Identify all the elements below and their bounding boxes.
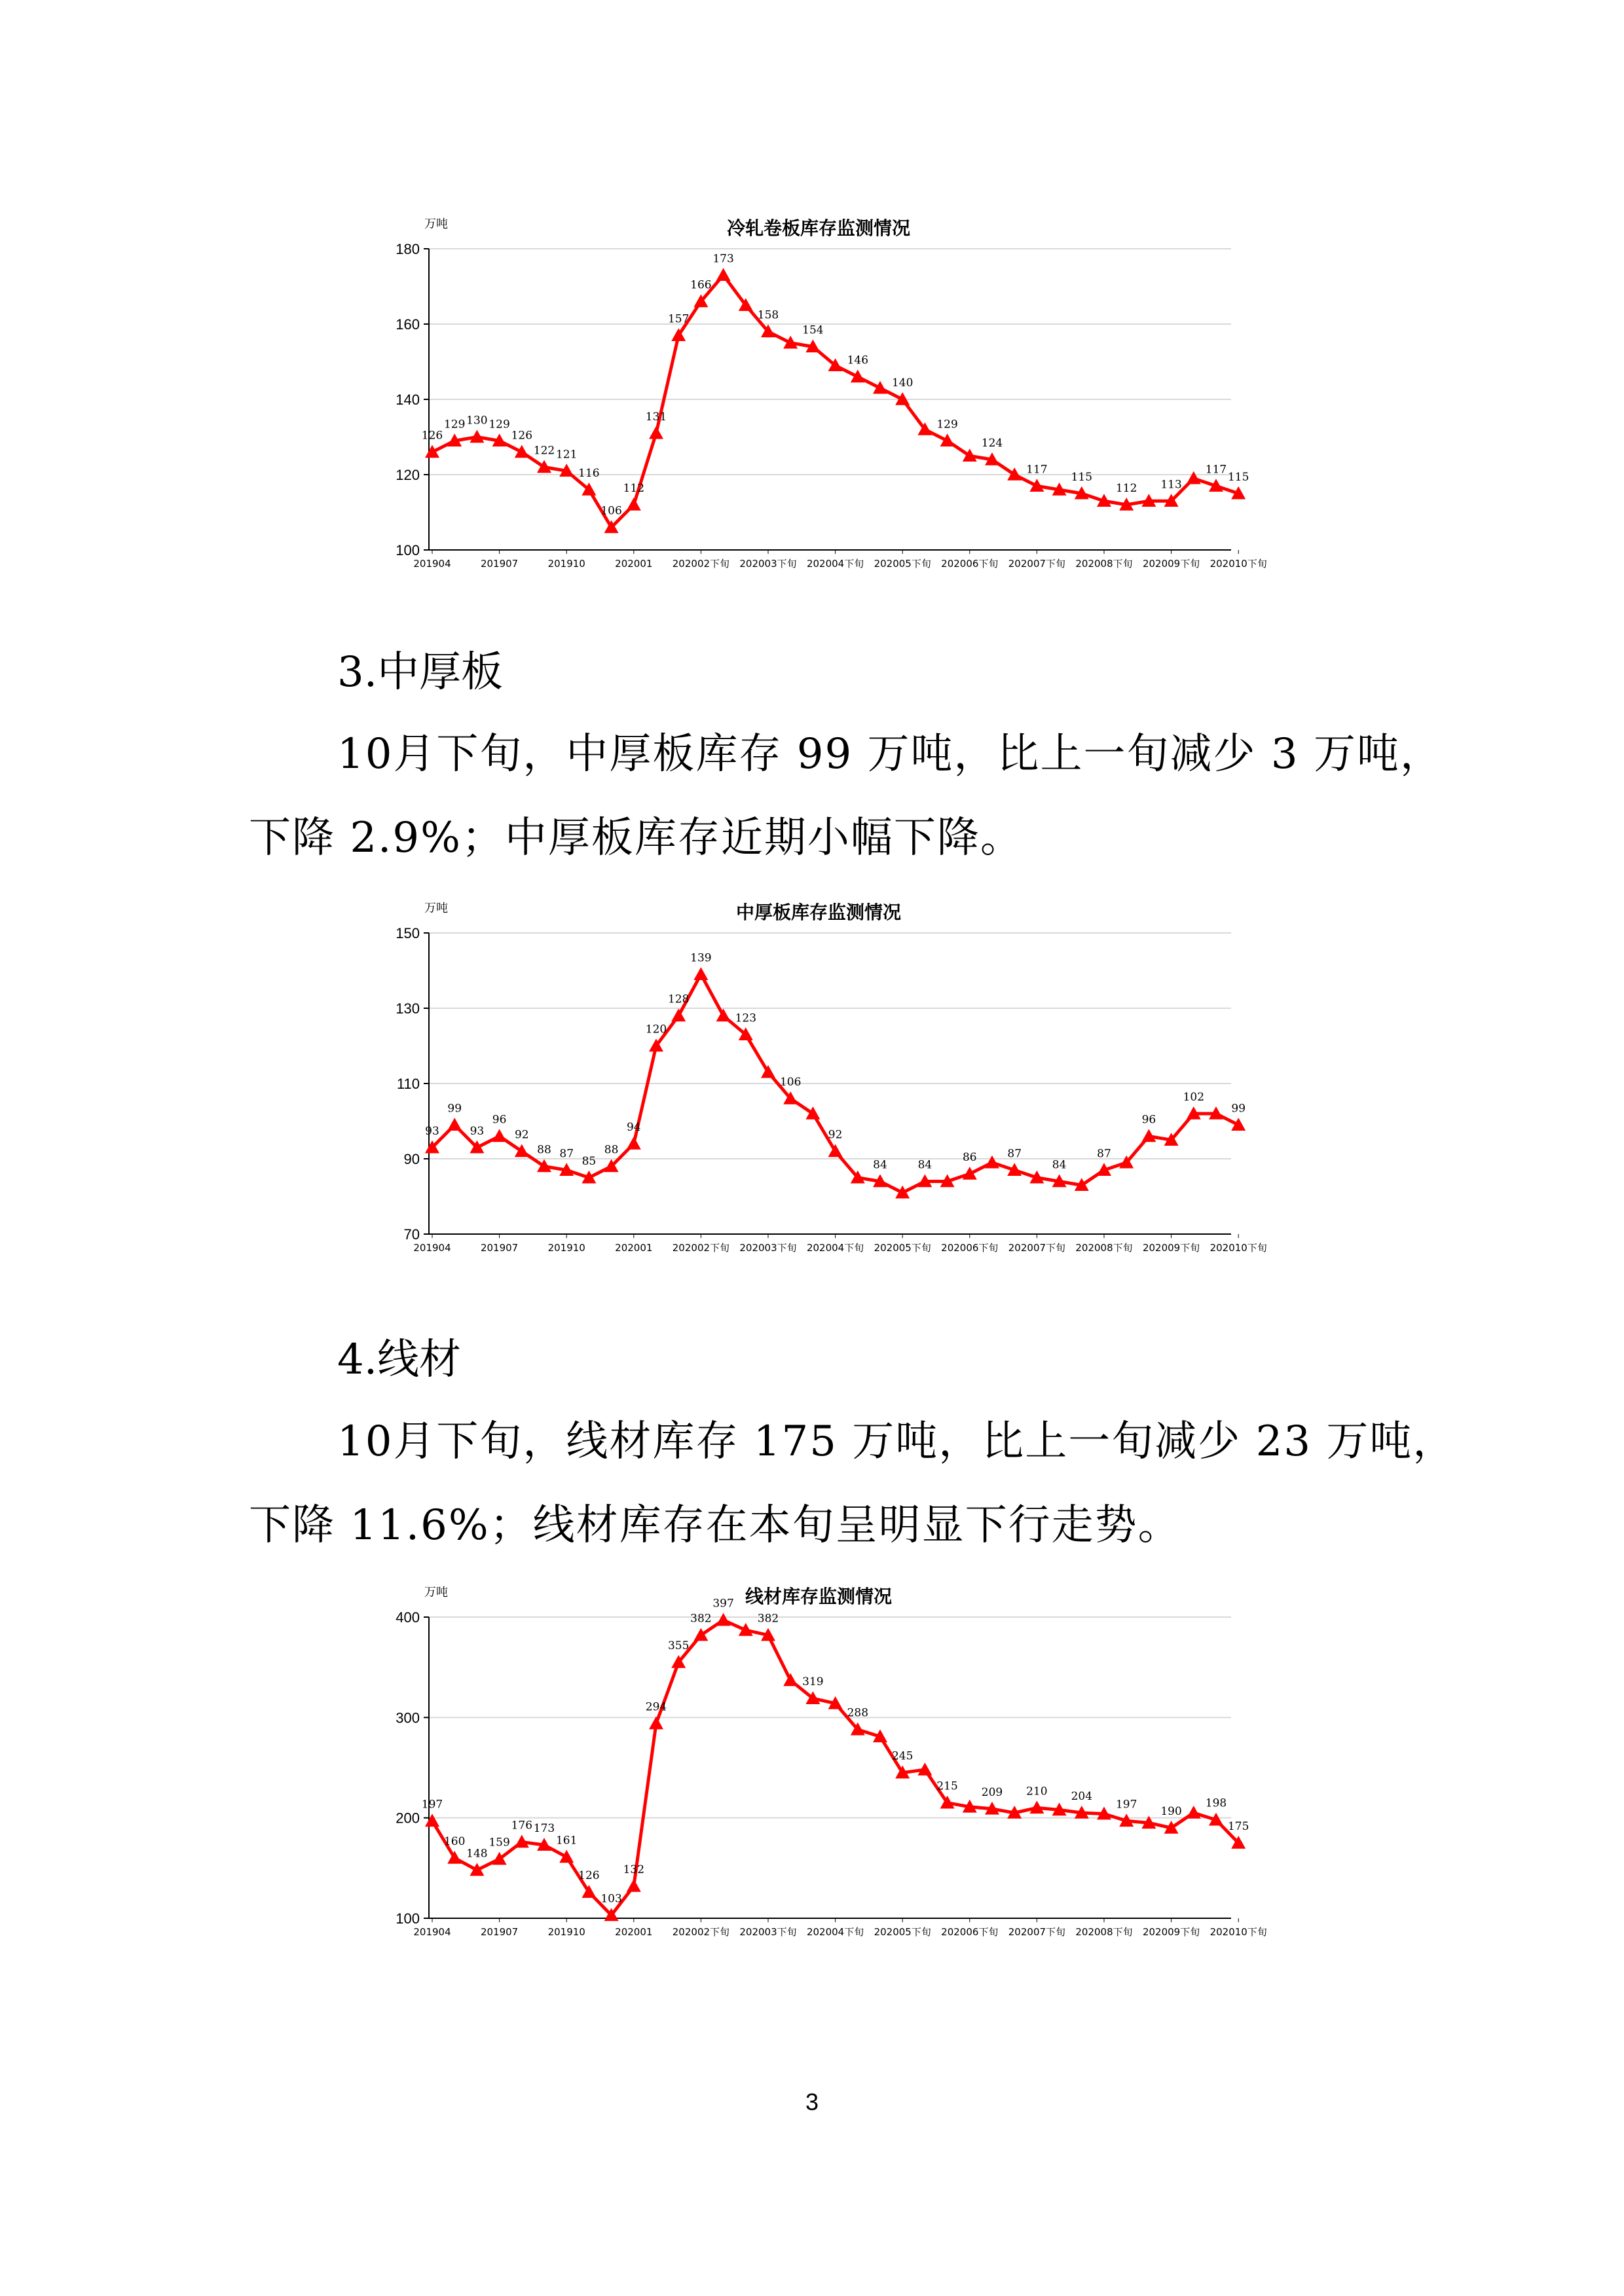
chart-title: 线材库存监测情况	[745, 1586, 893, 1607]
x-tick-label: 202005下旬	[874, 1926, 931, 1938]
data-label: 197	[421, 1798, 443, 1812]
y-unit-label: 万吨	[424, 1586, 448, 1599]
x-tick-label: 202010下旬	[1209, 1242, 1267, 1254]
y-tick-label: 110	[396, 1076, 420, 1092]
data-point	[1187, 1806, 1201, 1819]
data-label: 355	[667, 1639, 690, 1652]
data-label: 121	[555, 448, 578, 462]
data-label: 112	[1115, 482, 1137, 495]
data-point	[716, 268, 731, 281]
data-label: 129	[489, 418, 510, 431]
y-tick-label: 100	[396, 1910, 420, 1927]
x-tick-label: 202007下旬	[1008, 1926, 1066, 1938]
data-label: 166	[690, 278, 712, 292]
data-label: 92	[514, 1128, 529, 1142]
data-label: 99	[1231, 1102, 1246, 1116]
data-label: 122	[533, 444, 555, 458]
data-label: 87	[1007, 1147, 1022, 1161]
data-point	[627, 1137, 641, 1150]
data-label: 120	[645, 1023, 667, 1036]
chart-wire-rod	[0, 1578, 1624, 1958]
data-point	[828, 1144, 843, 1157]
data-label: 124	[981, 437, 1003, 450]
data-label: 88	[537, 1143, 551, 1157]
y-tick-label: 400	[396, 1609, 420, 1626]
data-label: 106	[779, 1076, 802, 1089]
data-label: 319	[802, 1675, 824, 1689]
data-label: 113	[1160, 478, 1182, 492]
data-label: 84	[873, 1158, 887, 1172]
data-point	[559, 1850, 574, 1863]
y-unit-label: 万吨	[424, 217, 448, 231]
chart-medium-plate-svg	[0, 894, 1624, 1273]
data-point	[627, 498, 641, 511]
data-label: 117	[1205, 463, 1227, 477]
data-label: 126	[578, 1869, 600, 1883]
y-tick-label: 70	[403, 1226, 420, 1243]
x-tick-label: 202004下旬	[806, 1926, 864, 1938]
x-tick-label: 202002下旬	[672, 1242, 730, 1254]
data-label: 126	[421, 429, 443, 443]
data-label: 198	[1205, 1796, 1227, 1810]
data-label: 102	[1183, 1091, 1205, 1104]
x-tick-label: 202001	[615, 1242, 653, 1254]
x-tick-label: 202003下旬	[739, 1242, 797, 1254]
data-label: 288	[847, 1706, 869, 1720]
data-label: 176	[511, 1819, 533, 1832]
data-point	[693, 967, 708, 980]
chart-title: 冷轧卷板库存监测情况	[726, 217, 911, 239]
x-tick-label: 202001	[615, 1926, 653, 1938]
x-tick-label: 201904	[413, 1926, 451, 1938]
data-label: 88	[604, 1143, 619, 1157]
data-point	[627, 1879, 641, 1892]
data-label: 131	[645, 410, 667, 424]
x-tick-label: 201910	[547, 1242, 585, 1254]
data-label: 128	[667, 993, 690, 1006]
data-label: 173	[533, 1822, 555, 1836]
series-line	[432, 1620, 1238, 1916]
x-tick-label: 202003下旬	[739, 1926, 797, 1938]
x-tick-label: 202007下旬	[1008, 1242, 1066, 1254]
data-label: 210	[1026, 1785, 1048, 1798]
x-tick-label: 202007下旬	[1008, 558, 1066, 570]
page-number: 3	[805, 2088, 819, 2115]
data-label: 190	[1160, 1805, 1182, 1818]
y-tick-label: 300	[396, 1709, 420, 1726]
data-label: 146	[847, 354, 869, 367]
data-label: 175	[1227, 1820, 1249, 1833]
data-label: 132	[623, 1863, 645, 1876]
x-tick-label: 202001	[615, 558, 653, 570]
data-point	[649, 1717, 663, 1730]
data-label: 87	[559, 1147, 574, 1161]
data-point	[492, 1129, 507, 1142]
data-label: 197	[1115, 1798, 1137, 1812]
data-label: 215	[936, 1779, 958, 1793]
x-tick-label: 201910	[547, 558, 585, 570]
data-label: 115	[1071, 470, 1093, 484]
data-label: 84	[917, 1158, 932, 1172]
data-label: 158	[757, 308, 779, 322]
data-label: 154	[802, 323, 824, 337]
x-tick-label: 202006下旬	[941, 1242, 999, 1254]
data-label: 94	[626, 1121, 641, 1134]
data-label: 93	[425, 1124, 439, 1138]
x-tick-label: 201904	[413, 1242, 451, 1254]
data-label: 148	[466, 1847, 488, 1861]
data-label: 382	[690, 1612, 712, 1626]
data-label: 85	[581, 1154, 597, 1168]
data-label: 139	[690, 951, 712, 965]
section-wire-text-line1: 10月下旬，线材库存 175 万吨，比上一旬减少 23 万吨，	[337, 1417, 1456, 1466]
data-label: 204	[1071, 1790, 1093, 1803]
data-label: 117	[1026, 463, 1048, 477]
x-tick-label: 201907	[480, 1242, 519, 1254]
y-unit-label: 万吨	[424, 902, 448, 915]
data-label: 129	[443, 418, 466, 431]
data-point	[671, 1009, 686, 1022]
y-tick-label: 90	[403, 1151, 420, 1167]
data-label: 84	[1052, 1158, 1067, 1172]
data-point	[425, 1813, 439, 1827]
data-label: 159	[489, 1836, 510, 1850]
y-tick-label: 180	[396, 241, 420, 257]
y-tick-label: 140	[396, 392, 420, 408]
x-tick-label: 201907	[480, 1926, 519, 1938]
data-point	[716, 1009, 731, 1022]
data-label: 245	[891, 1749, 913, 1763]
chart-cold-rolled-svg	[0, 210, 1624, 589]
data-point	[783, 1673, 798, 1686]
x-tick-label: 202009下旬	[1142, 558, 1200, 570]
data-label: 99	[447, 1102, 462, 1116]
data-label: 87	[1097, 1147, 1111, 1161]
x-tick-label: 202008下旬	[1075, 1242, 1133, 1254]
x-tick-label: 201904	[413, 558, 451, 570]
section-wire-text-line2: 下降 11.6%；线材库存在本旬呈明显下行走势。	[249, 1501, 1181, 1550]
y-tick-label: 130	[396, 1000, 420, 1017]
data-label: 103	[600, 1892, 622, 1906]
x-tick-label: 202009下旬	[1142, 1926, 1200, 1938]
x-tick-label: 202010下旬	[1209, 558, 1267, 570]
chart-wire-rod-svg	[0, 1578, 1624, 1958]
data-label: 106	[600, 504, 622, 518]
x-tick-label: 202006下旬	[941, 1926, 999, 1938]
x-tick-label: 202005下旬	[874, 1242, 931, 1254]
data-label: 397	[712, 1597, 734, 1611]
data-point	[985, 1156, 999, 1169]
data-label: 294	[645, 1700, 667, 1714]
data-label: 92	[828, 1128, 843, 1142]
y-tick-label: 160	[396, 316, 420, 333]
data-label: 160	[443, 1835, 466, 1848]
chart-title: 中厚板库存监测情况	[735, 902, 902, 923]
x-tick-label: 202010下旬	[1209, 1926, 1267, 1938]
x-tick-label: 201907	[480, 558, 519, 570]
data-point	[761, 1065, 775, 1078]
data-label: 112	[623, 482, 645, 495]
x-tick-label: 202005下旬	[874, 558, 931, 570]
chart-cold-rolled	[0, 210, 1624, 589]
y-tick-label: 100	[396, 542, 420, 558]
x-tick-label: 202002下旬	[672, 558, 730, 570]
x-tick-label: 202008下旬	[1075, 1926, 1133, 1938]
x-tick-label: 202004下旬	[806, 1242, 864, 1254]
data-label: 173	[712, 252, 734, 266]
x-tick-label: 202003下旬	[739, 558, 797, 570]
x-tick-label: 201910	[547, 1926, 585, 1938]
x-tick-label: 202006下旬	[941, 558, 999, 570]
data-label: 93	[470, 1124, 485, 1138]
data-label: 157	[667, 312, 690, 326]
data-label: 86	[962, 1151, 977, 1164]
data-label: 126	[511, 429, 533, 443]
data-label: 123	[735, 1011, 757, 1025]
data-label: 382	[757, 1612, 779, 1626]
data-label: 130	[466, 414, 488, 428]
x-tick-label: 202002下旬	[672, 1926, 730, 1938]
data-label: 96	[1141, 1113, 1156, 1127]
x-tick-label: 202009下旬	[1142, 1242, 1200, 1254]
data-label: 96	[492, 1113, 507, 1127]
y-tick-label: 200	[396, 1810, 420, 1827]
data-label: 209	[981, 1785, 1003, 1799]
y-tick-label: 150	[396, 925, 420, 941]
y-tick-label: 120	[396, 467, 420, 483]
section-plate-text-line1: 10月下旬，中厚板库存 99 万吨，比上一旬减少 3 万吨，	[337, 730, 1443, 778]
data-point	[716, 1613, 731, 1626]
data-label: 116	[578, 467, 600, 480]
section-plate-text-line2: 下降 2.9%；中厚板库存近期小幅下降。	[249, 814, 1024, 862]
data-label: 140	[891, 376, 913, 390]
data-point	[447, 1118, 462, 1131]
x-tick-label: 202004下旬	[806, 558, 864, 570]
data-point	[649, 426, 663, 439]
chart-medium-plate	[0, 894, 1624, 1273]
data-label: 161	[555, 1834, 578, 1848]
section-heading-plate: 3.中厚板	[337, 648, 504, 697]
data-label: 129	[936, 418, 958, 431]
section-heading-wire: 4.线材	[337, 1336, 462, 1384]
data-point	[1187, 471, 1201, 484]
x-tick-label: 202008下旬	[1075, 558, 1133, 570]
data-label: 115	[1227, 470, 1249, 484]
